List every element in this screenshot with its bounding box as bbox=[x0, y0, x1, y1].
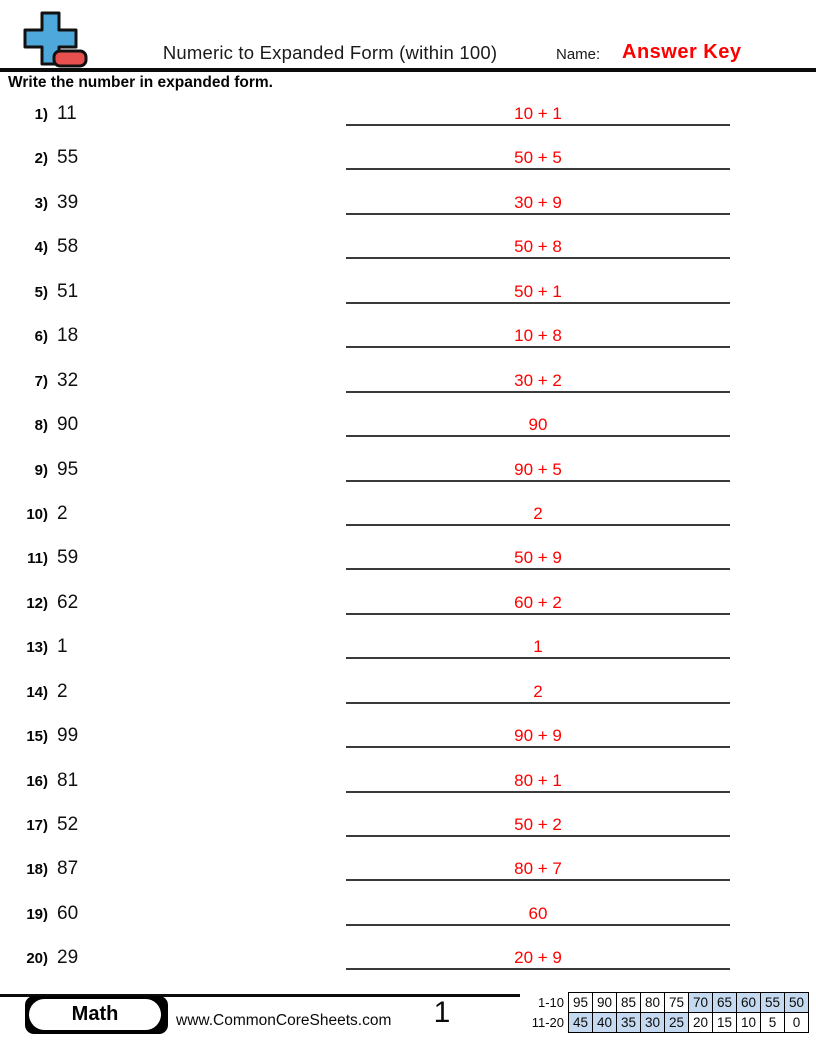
score-cell: 75 bbox=[665, 993, 689, 1013]
answer-line bbox=[346, 945, 730, 970]
problem-row bbox=[0, 633, 816, 677]
problem-value: 51 bbox=[57, 280, 79, 302]
answer-text: 50 + 1 bbox=[514, 281, 562, 301]
problem-row bbox=[0, 722, 816, 766]
score-cell: 25 bbox=[665, 1013, 689, 1033]
problem-number-label: 10) bbox=[26, 505, 48, 523]
answer-text: 50 + 8 bbox=[514, 237, 562, 257]
answer-text: 10 + 1 bbox=[514, 104, 562, 123]
answer-line bbox=[346, 457, 730, 482]
problem-value: 62 bbox=[57, 591, 79, 613]
answer-line bbox=[346, 856, 730, 881]
problem-row bbox=[0, 944, 816, 988]
answer-text: 90 + 9 bbox=[514, 726, 562, 746]
problem-row bbox=[0, 456, 816, 500]
problem-value: 59 bbox=[57, 547, 79, 569]
answer-text: 2 bbox=[533, 681, 543, 701]
problem-row bbox=[0, 100, 816, 144]
answer-line bbox=[346, 634, 730, 659]
answer-text: 60 bbox=[528, 903, 548, 923]
problem-number-label: 14) bbox=[26, 683, 48, 701]
subject-badge-pill bbox=[29, 999, 161, 1030]
website-url: www.CommonCoreSheets.com bbox=[176, 1012, 392, 1029]
problem-value: 90 bbox=[57, 414, 79, 436]
instruction-text: Write the number in expanded form. bbox=[8, 74, 273, 91]
problem-row bbox=[0, 767, 816, 811]
plus-minus-logo-icon bbox=[22, 11, 92, 71]
score-cell: 5 bbox=[761, 1013, 785, 1033]
answer-line bbox=[346, 501, 730, 526]
answer-line bbox=[346, 723, 730, 748]
problem-value: 2 bbox=[57, 680, 68, 702]
answer-line bbox=[346, 590, 730, 615]
answer-line bbox=[346, 679, 730, 704]
problem-row bbox=[0, 500, 816, 544]
problem-value: 39 bbox=[57, 191, 79, 213]
problem-number-label: 8) bbox=[34, 417, 48, 435]
problem-value: 52 bbox=[57, 814, 79, 835]
problem-row bbox=[0, 678, 816, 722]
problem-row bbox=[0, 233, 816, 277]
score-cell: 70 bbox=[689, 993, 713, 1013]
problem-number-label: 4) bbox=[34, 239, 48, 257]
answer-line bbox=[346, 768, 730, 793]
problem-number-label: 18) bbox=[26, 861, 48, 879]
score-cell: 85 bbox=[617, 993, 641, 1013]
problem-number-label: 20) bbox=[26, 950, 48, 968]
problem-value: 58 bbox=[57, 236, 79, 258]
answer-line bbox=[346, 234, 730, 259]
answer-line bbox=[346, 812, 730, 837]
answer-line bbox=[346, 545, 730, 570]
score-cell: 90 bbox=[593, 993, 617, 1013]
problem-value: 55 bbox=[57, 147, 79, 169]
answer-text: 10 + 8 bbox=[514, 326, 562, 346]
answer-text: 80 + 1 bbox=[514, 770, 562, 790]
answer-line bbox=[346, 901, 730, 926]
worksheet-title: Numeric to Expanded Form (within 100) bbox=[162, 42, 498, 63]
problem-value: 1 bbox=[57, 636, 68, 658]
problem-number-label: 2) bbox=[34, 150, 48, 168]
problem-number-label: 3) bbox=[34, 194, 48, 212]
problem-row bbox=[0, 900, 816, 944]
problem-row bbox=[0, 811, 816, 855]
answer-text: 30 + 2 bbox=[514, 370, 562, 390]
problem-value: 29 bbox=[57, 947, 79, 969]
problem-value: 60 bbox=[57, 902, 79, 924]
problem-value: 87 bbox=[57, 858, 79, 880]
problem-number-label: 9) bbox=[34, 461, 48, 479]
answer-line bbox=[346, 279, 730, 304]
answer-text: 50 + 2 bbox=[514, 815, 562, 834]
problem-value: 81 bbox=[57, 769, 79, 791]
name-label: Name: bbox=[556, 46, 601, 63]
problem-value: 99 bbox=[57, 725, 79, 747]
score-cell: 40 bbox=[593, 1013, 617, 1033]
problem-number-label: 5) bbox=[34, 283, 48, 301]
score-cell: 95 bbox=[569, 993, 593, 1013]
score-cell: 80 bbox=[641, 993, 665, 1013]
answer-line bbox=[346, 368, 730, 393]
problem-row bbox=[0, 322, 816, 366]
problem-list bbox=[0, 100, 816, 989]
subject-badge bbox=[25, 996, 168, 1034]
score-cell: 20 bbox=[689, 1013, 713, 1033]
answer-text: 50 + 5 bbox=[514, 148, 562, 168]
problem-number-label: 16) bbox=[26, 772, 48, 790]
answer-text: 20 + 9 bbox=[514, 948, 562, 968]
score-table bbox=[520, 992, 809, 1033]
answer-line bbox=[346, 101, 730, 126]
problem-number-label: 13) bbox=[26, 639, 48, 657]
problem-value: 32 bbox=[57, 369, 79, 391]
problem-value: 18 bbox=[57, 325, 79, 347]
problem-number-label: 17) bbox=[26, 817, 48, 834]
problem-row bbox=[0, 411, 816, 455]
answer-text: 90 + 5 bbox=[514, 459, 562, 479]
problem-number-label: 6) bbox=[34, 328, 48, 346]
score-cell: 50 bbox=[785, 993, 809, 1013]
score-cell: 60 bbox=[737, 993, 761, 1013]
problem-row bbox=[0, 189, 816, 233]
problem-row bbox=[0, 855, 816, 899]
score-cell: 30 bbox=[641, 1013, 665, 1033]
score-cell: 55 bbox=[761, 993, 785, 1013]
header-divider bbox=[0, 68, 816, 72]
answer-line bbox=[346, 190, 730, 215]
answer-line bbox=[346, 323, 730, 348]
problem-row bbox=[0, 144, 816, 188]
problem-number-label: 7) bbox=[34, 372, 48, 390]
problem-number-label: 11) bbox=[27, 550, 48, 568]
answer-text: 80 + 7 bbox=[514, 859, 562, 879]
score-cell: 10 bbox=[737, 1013, 761, 1033]
answer-key-text: Answer Key bbox=[622, 41, 742, 63]
answer-line bbox=[346, 145, 730, 170]
problem-value: 2 bbox=[57, 502, 68, 524]
score-row-label: 1-10 bbox=[537, 995, 564, 1010]
problem-value: 95 bbox=[57, 458, 79, 480]
score-cell: 45 bbox=[569, 1013, 593, 1033]
problem-value: 11 bbox=[57, 103, 77, 124]
answer-text: 1 bbox=[533, 637, 543, 657]
answer-text: 2 bbox=[533, 503, 543, 523]
answer-text: 60 + 2 bbox=[514, 592, 562, 612]
problem-row bbox=[0, 544, 816, 588]
problem-number-label: 12) bbox=[26, 594, 48, 612]
score-cell: 0 bbox=[785, 1013, 809, 1033]
score-cell: 35 bbox=[617, 1013, 641, 1033]
score-row-label: 11-20 bbox=[531, 1015, 564, 1030]
answer-text: 50 + 9 bbox=[514, 548, 562, 568]
problem-row bbox=[0, 367, 816, 411]
problem-row bbox=[0, 589, 816, 633]
answer-line bbox=[346, 412, 730, 437]
score-row-11-20 bbox=[520, 1013, 809, 1033]
answer-text: 90 bbox=[528, 415, 548, 435]
problem-number-label: 1) bbox=[34, 106, 48, 123]
score-cell: 65 bbox=[713, 993, 737, 1013]
problem-number-label: 19) bbox=[26, 905, 48, 923]
subject-badge-label: Math bbox=[71, 1003, 119, 1025]
score-row-1-10 bbox=[520, 993, 809, 1013]
answer-text: 30 + 9 bbox=[514, 192, 562, 212]
problem-number-label: 15) bbox=[26, 728, 48, 746]
page-number: 1 bbox=[433, 996, 451, 1029]
problem-row bbox=[0, 278, 816, 322]
score-cell: 15 bbox=[713, 1013, 737, 1033]
